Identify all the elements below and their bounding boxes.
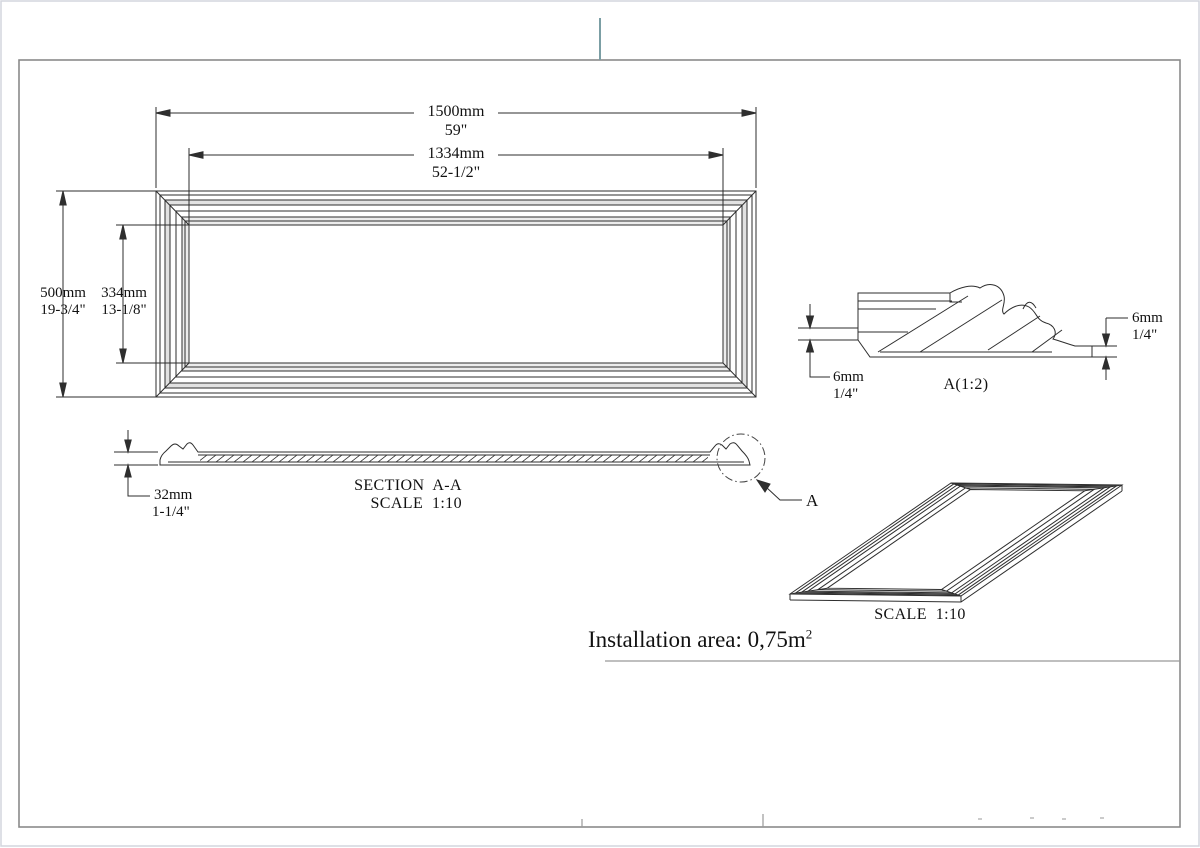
dim-height-mm: 500mm <box>40 285 86 301</box>
top-view-panel <box>156 191 756 397</box>
detail-dim-right-mm: 6mm <box>1132 310 1163 326</box>
detail-dim-right-in: 1/4" <box>1132 327 1158 343</box>
dim-thickness-mm: 32mm <box>154 487 193 503</box>
dim-width-in: 59" <box>444 122 468 139</box>
section-scale: SCALE 1:10 <box>370 495 462 512</box>
iso-view <box>790 483 1122 602</box>
drawing-frame-border <box>19 60 1180 827</box>
detail-dim-left-in: 1/4" <box>833 386 859 402</box>
section-title: SECTION A-A <box>354 477 462 494</box>
dim-thickness-in: 1-1/4" <box>152 504 190 520</box>
dim-height-in: 19-3/4" <box>40 302 86 318</box>
dim-inner-width-mm: 1334mm <box>427 145 485 162</box>
dim-inner-height-mm: 334mm <box>101 285 147 301</box>
detail-title: A(1:2) <box>943 376 989 393</box>
installation-area-exponent: 2 <box>805 626 813 642</box>
dim-inner-width-in: 52-1/2" <box>431 164 481 181</box>
detail-dim-left-mm: 6mm <box>833 369 864 385</box>
page-edge <box>1 1 1199 846</box>
installation-area <box>588 627 812 653</box>
faint-marks <box>978 817 1104 820</box>
detail-callout-label: A <box>806 491 819 510</box>
dim-inner-height-in: 13-1/8" <box>101 302 147 318</box>
detail-view-profile <box>798 285 1128 380</box>
iso-scale: SCALE 1:10 <box>874 606 966 623</box>
installation-area-text: Installation area: 0,75m <box>588 627 806 652</box>
dim-width-mm: 1500mm <box>427 103 485 120</box>
